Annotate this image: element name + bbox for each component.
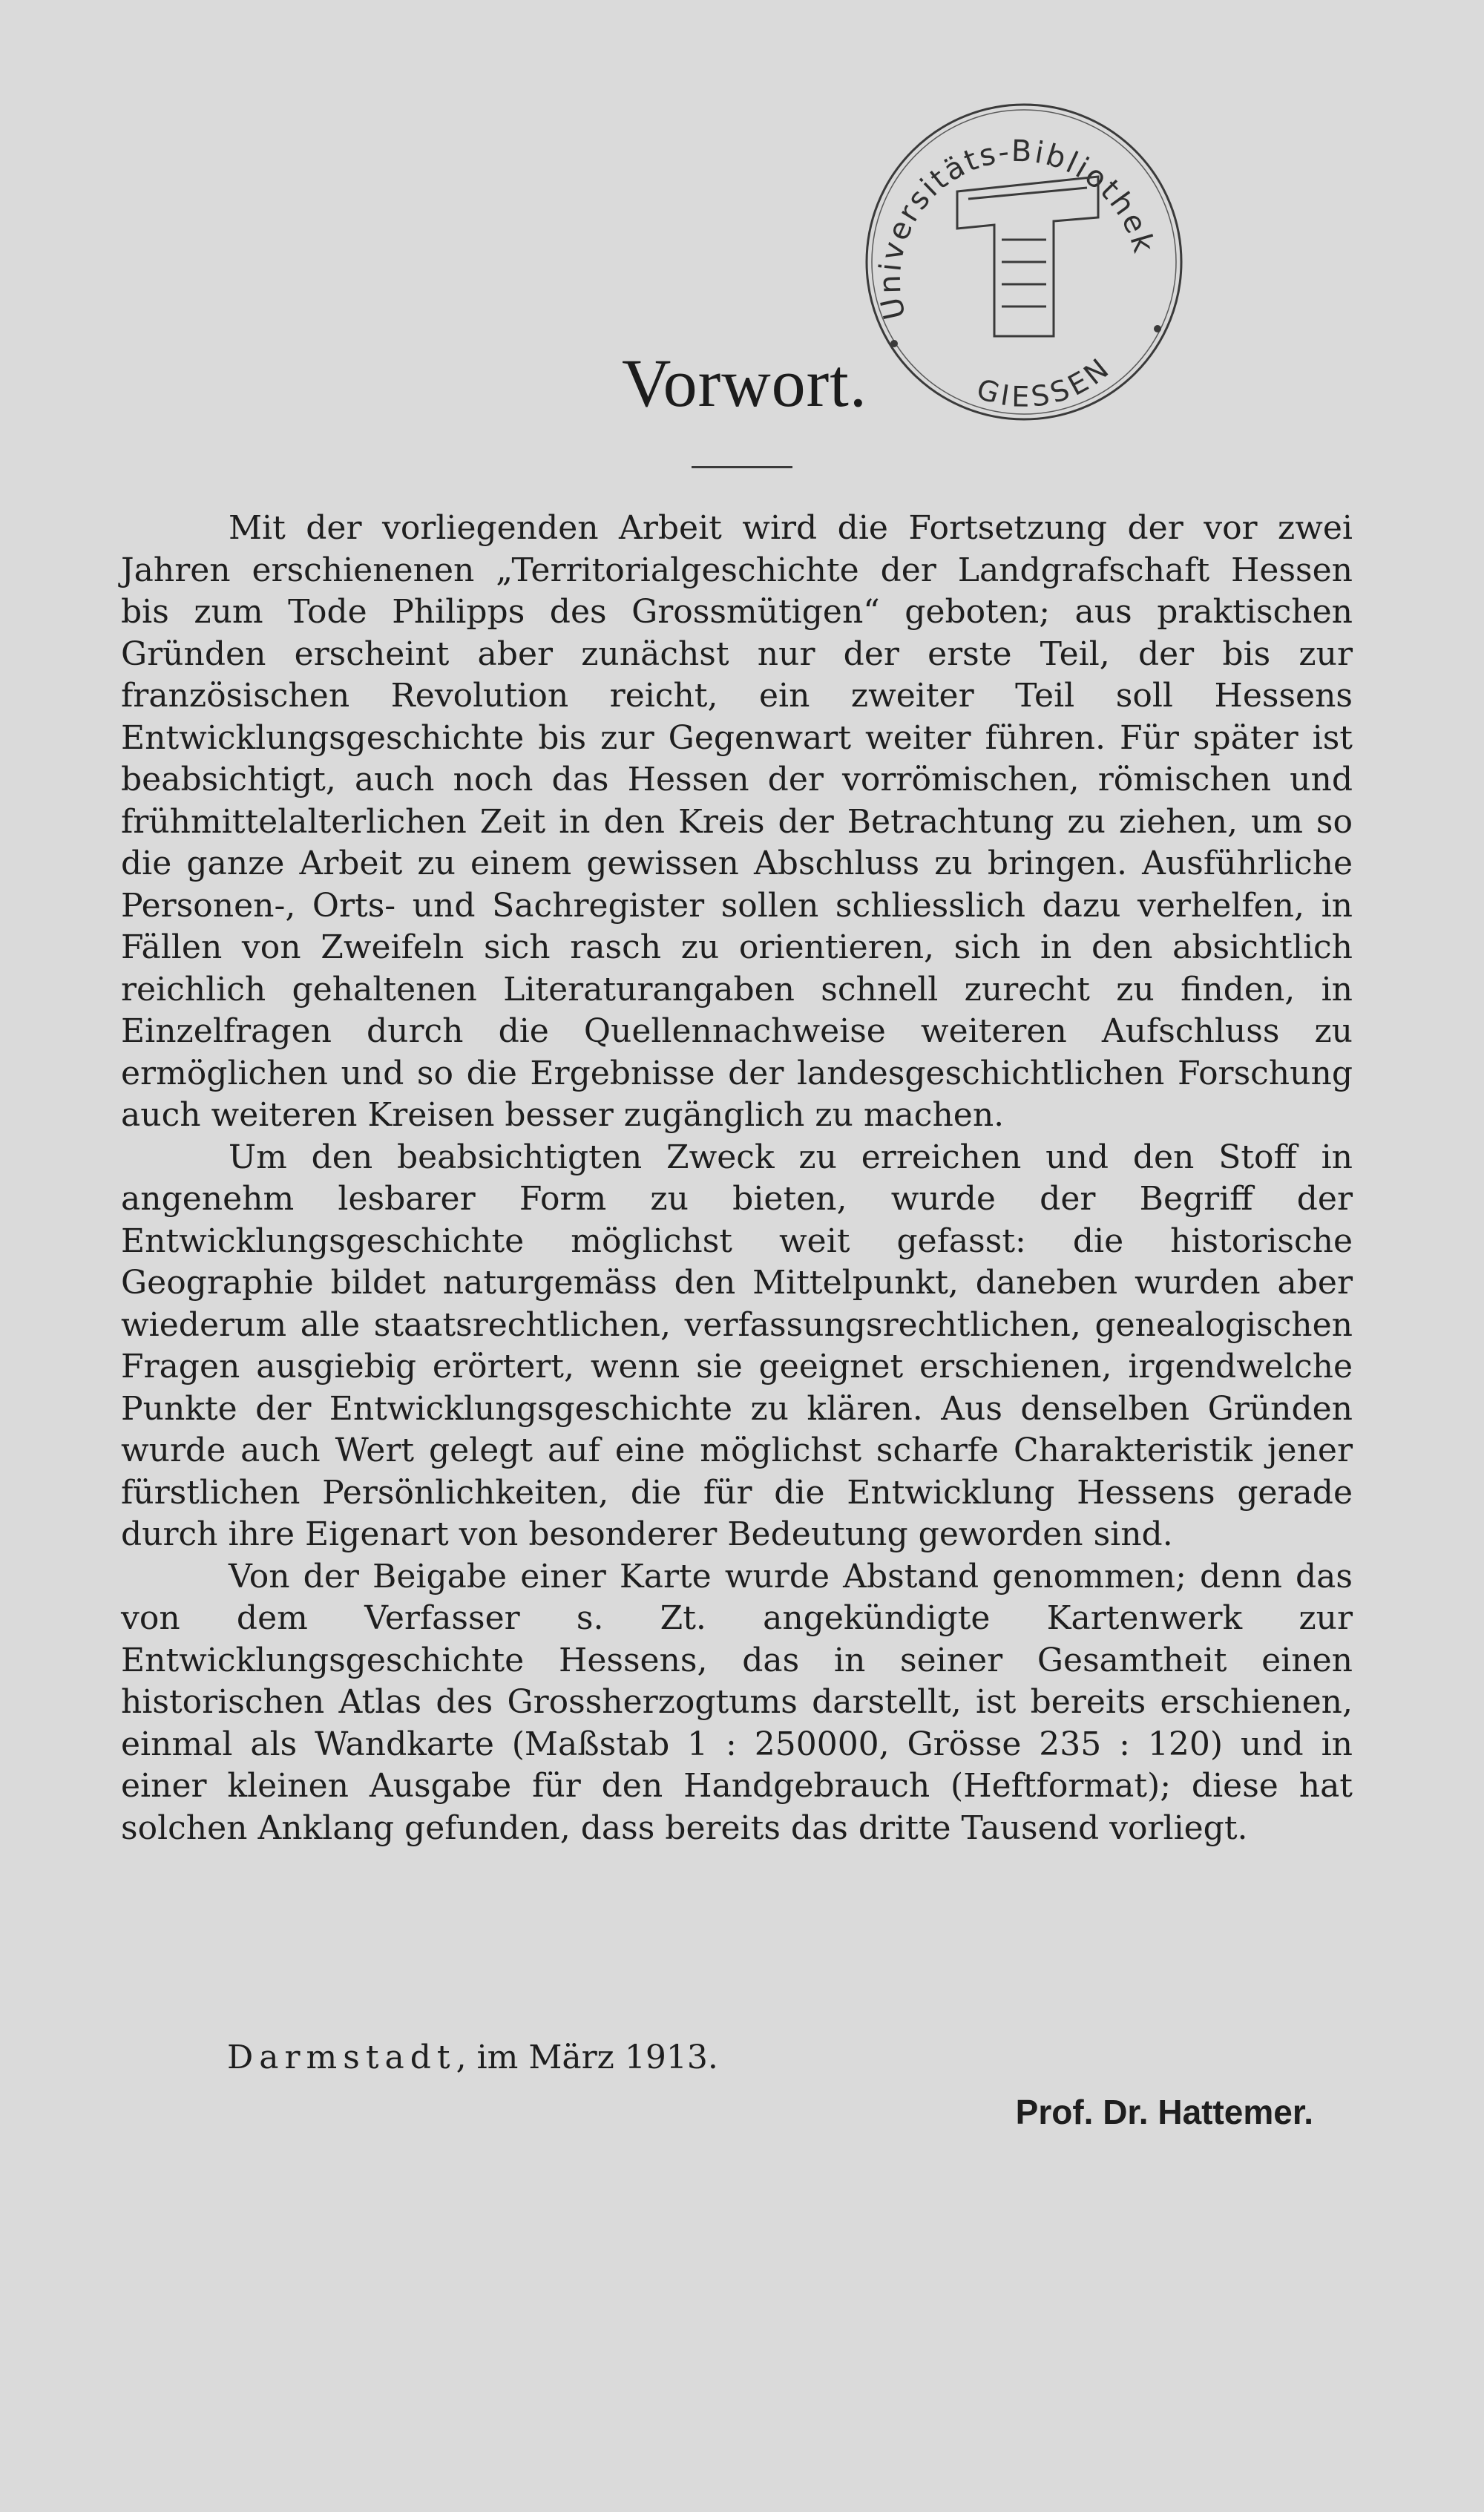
dateline <box>227 2037 718 2079</box>
paragraph: Von der Beigabe einer Karte wurde Abstand genommen; denn das von dem Verfasser s. Zt. angekündigte Kartenwerk zur Entwicklungsgeschichte Hessens, das in seiner Gesamtheit einen historischen Atlas des Grossherzogtums darstellt, ist bereits erschienen, einmal als Wandkarte (Maßstab 1 : 250000, Grösse 235 : 120) und in einer kleinen Ausgabe für den Handgebrauch (Heftformat); diese hat solchen Anklang gefunden, dass bereits das dritte Tausend vorliegt. <box>121 1557 1353 1847</box>
author-signature: Prof. Dr. Hattemer. <box>1015 2093 1313 2131</box>
stamp-ring-text: Universitäts-Bibliothek <box>873 134 1161 323</box>
page-title: Vorwort. <box>622 345 867 421</box>
stamp-emblem-icon <box>957 177 1098 336</box>
stamp-dot-icon <box>890 340 898 347</box>
preface-body <box>121 508 1353 1849</box>
library-stamp <box>838 80 1202 444</box>
title-divider <box>692 466 792 468</box>
stamp-dot-icon <box>1154 325 1161 332</box>
dateline-place: Darmstadt <box>227 2039 456 2076</box>
paragraph: Mit der vorliegenden Arbeit wird die Fortsetzung der vor zwei Jahren erschienenen „Territorialgeschichte der Landgrafschaft Hessen bis zum Tode Philipps des Grossmütigen“ geboten; aus praktischen Gründen erscheint aber zunächst nur der erste Teil, der bis zur französischen Revolution reicht, ein zweiter Teil soll Hessens Entwicklungsgeschichte bis zur Gegenwart weiter führen. Für später ist beabsichtigt, auch noch das Hessen der vorrömischen, römischen und frühmittelalterlichen Zeit in den Kreis der Betrachtung zu ziehen, um so die ganze Arbeit zu einem gewissen Abschluss zu bringen. Ausführliche Personen-, Orts- und Sachregister sollen schliesslich dazu verhelfen, in Fällen von Zweifeln sich rasch zu orientieren, sich in den absichtlich reichlich gehaltenen Literaturangaben schnell zurecht zu finden, in Einzelfragen durch die Quellennachweise weiteren Aufschluss zu ermöglichen und so die Ergebnisse der landesgeschichtlichen Forschung auch weiteren Kreisen besser zugänglich zu machen. <box>121 509 1353 1134</box>
stamp-city-text: GIESSEN <box>973 350 1117 413</box>
dateline-date: , im März 1913. <box>456 2039 718 2076</box>
paragraph: Um den beabsichtigten Zweck zu erreichen und den Stoff in angenehm lesbarer Form zu bieten, wurde der Begriff der Entwicklungsgeschichte möglichst weit gefasst: die historische Geographie bildet naturgemäss den Mittelpunkt, daneben wurden aber wiederum alle staatsrechtlichen, verfassungsrechtlichen, genealogischen Fragen ausgiebig erörtert, wenn sie geeignet erschienen, irgendwelche Punkte der Entwicklungsgeschichte zu klären. Aus denselben Gründen wurde auch Wert gelegt auf eine möglichst scharfe Charakteristik jener fürstlichen Persönlichkeiten, die für die Entwicklung Hessens gerade durch ihre Eigenart von besonderer Bedeutung geworden sind. <box>121 1138 1353 1553</box>
